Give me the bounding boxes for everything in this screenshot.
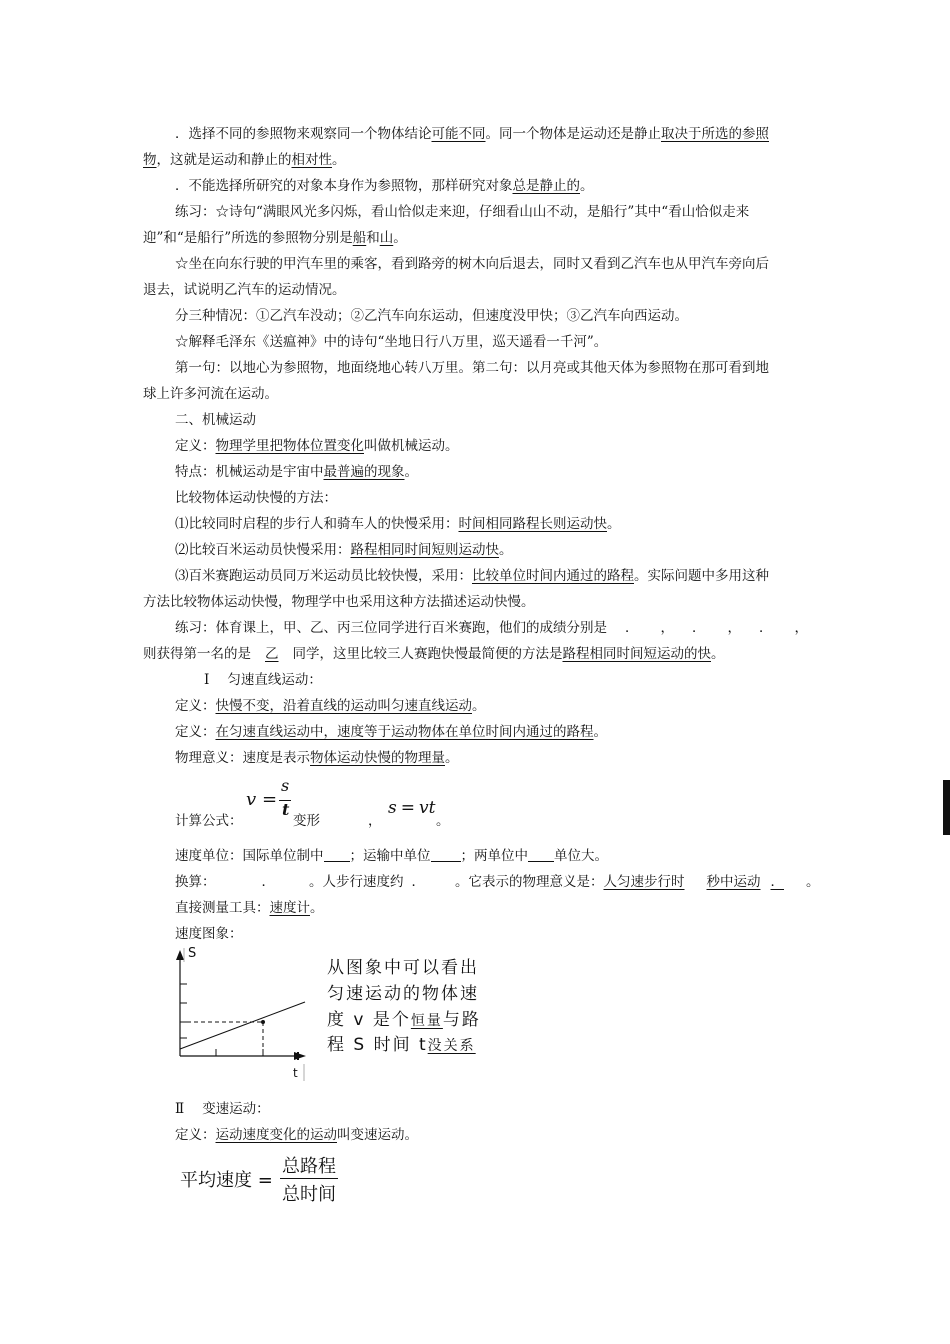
exercise-mao-answer-cont: 球上许多河流在运动。 (143, 386, 278, 402)
definition-uniform-motion-2: 定义：在匀速直线运动中，速度等于运动物体在单位时间内通过的路程。 (175, 724, 607, 740)
avg-speed-numerator: 总路程 (282, 1156, 336, 1177)
formula-speed: v = s t (246, 776, 290, 819)
s-t-graph (168, 946, 313, 1086)
blank-larger-unit (528, 847, 554, 862)
right-edge-mark (943, 780, 950, 835)
para-reference-choice-cont: 物，这就是运动和静止的相对性。 (143, 152, 346, 168)
subsection-uniform-motion: Ⅰ 匀速直线运动： (204, 672, 322, 688)
blank-transport-unit (431, 847, 461, 862)
exercise-mao-answer: 第一句：以地心为参照物，地面绕地心转八万里。第二句：以月亮或其他天体为参照物在那可看到地 (175, 360, 769, 376)
y-axis-arrow (176, 950, 184, 960)
exercise-mao-poem: ☆解释毛泽东《送瘟神》中的诗句“坐地日行八万里，巡天遥看一千河”。 (175, 334, 608, 350)
exercise-poem-cont: 迎”和“是船行”所选的参照物分别是船和山。 (143, 230, 407, 246)
axis-label-t: t (293, 1066, 298, 1080)
feature-mechanical-motion: 特点：机械运动是宇宙中最普遍的现象。 (175, 464, 418, 480)
compare-method-2: ⑵比较百米运动员快慢采用：路程相同时间短则运动快。 (175, 542, 513, 558)
para-self-reference: ．不能选择所研究的对象本身作为参照物，那样研究对象总是静止的。 (175, 178, 594, 194)
formula-period: 。 (436, 813, 450, 829)
speed-graph-label: 速度图象： (175, 926, 243, 942)
exercise-poem: 练习：☆诗句“满眼风光多闪烁，看山恰似走来迎，仔细看山山不动，是船行”其中“看山恰似走来 (175, 204, 750, 220)
compare-method-3-cont: 方法比较物体运动快慢，物理学中也采用这种方法描述运动快慢。 (143, 594, 535, 610)
measure-tool: 直接测量工具：速度计。 (175, 900, 324, 916)
definition-variable-motion: 定义：运动速度变化的运动叫变速运动。 (175, 1127, 418, 1143)
graph-note-line3: 度 v 是个恒量与路 (327, 1010, 481, 1030)
avg-speed-label: 平均速度 = (180, 1170, 273, 1191)
definition-mechanical-motion: 定义：物理学里把物体位置变化叫做机械运动。 (175, 438, 459, 454)
compare-method-3: ⑶百米赛跑运动员同万米运动员比较快慢，采用：比较单位时间内通过的路程。实际问题中多用这种 (175, 568, 769, 584)
formula-label: 计算公式： (175, 813, 243, 829)
formula-comma: ， (368, 813, 382, 829)
graph-note-line2: 匀速运动的物体速 (327, 984, 479, 1004)
compare-method-1: ⑴比较同时启程的步行人和骑车人的快慢采用：时间相同路程长则运动快。 (175, 516, 621, 532)
avg-speed-fraction-bar (280, 1178, 338, 1179)
graph-note-line4: 程 S 时间 t没关系 (327, 1035, 476, 1055)
graph-point (261, 1020, 265, 1024)
exercise-sprint-cont: 则获得第一名的是 乙 同学，这里比较三人赛跑快慢最简便的方法是路程相同时间短运动的快。 (143, 646, 725, 662)
definition-uniform-motion-1: 定义：快慢不变，沿着直线的运动叫匀速直线运动。 (175, 698, 486, 714)
exercise-car-answer: 分三种情况：①乙汽车没动；②乙汽车向东运动，但速度没甲快；③乙汽车向西运动。 (175, 308, 688, 324)
formula-transform-label: 变形 (293, 813, 320, 829)
unit-conversion: 换算： ． 。人步行速度约 ． 。它表示的物理意义是：人匀速步行时 秒中运动 ． 。 (175, 874, 820, 890)
graph-note-line1: 从图象中可以看出 (327, 958, 479, 978)
x-axis-arrow (294, 1052, 306, 1060)
formula-distance: s = vt (388, 798, 436, 818)
section-heading-mechanical-motion: 二、机械运动 (175, 412, 256, 428)
speed-units: 速度单位：国际单位制中 ；运输中单位 ；两单位中 单位大。 (175, 848, 608, 864)
s-t-line (180, 1002, 305, 1049)
blank-si-unit (324, 847, 350, 862)
exercise-car: ☆坐在向东行驶的甲汽车里的乘客，看到路旁的树木向后退去，同时又看到乙汽车也从甲汽车旁向后 (175, 256, 769, 272)
axis-label-s: S (188, 946, 197, 961)
exercise-car-cont: 退去，试说明乙汽车的运动情况。 (143, 282, 346, 298)
compare-methods-heading: 比较物体运动快慢的方法： (175, 490, 337, 506)
exercise-sprint: 练习：体育课上，甲、乙、丙三位同学进行百米赛跑，他们的成绩分别是 ． ， ． ， ． ， (175, 620, 808, 636)
physical-meaning-speed: 物理意义：速度是表示物体运动快慢的物理量。 (175, 750, 459, 766)
avg-speed-denominator: 总时间 (282, 1184, 336, 1205)
subsection-variable-motion: Ⅱ 变速运动： (175, 1101, 270, 1117)
para-reference-choice: ．选择不同的参照物来观察同一个物体结论可能不同。同一个物体是运动还是静止取决于所选的参照 (175, 126, 769, 142)
